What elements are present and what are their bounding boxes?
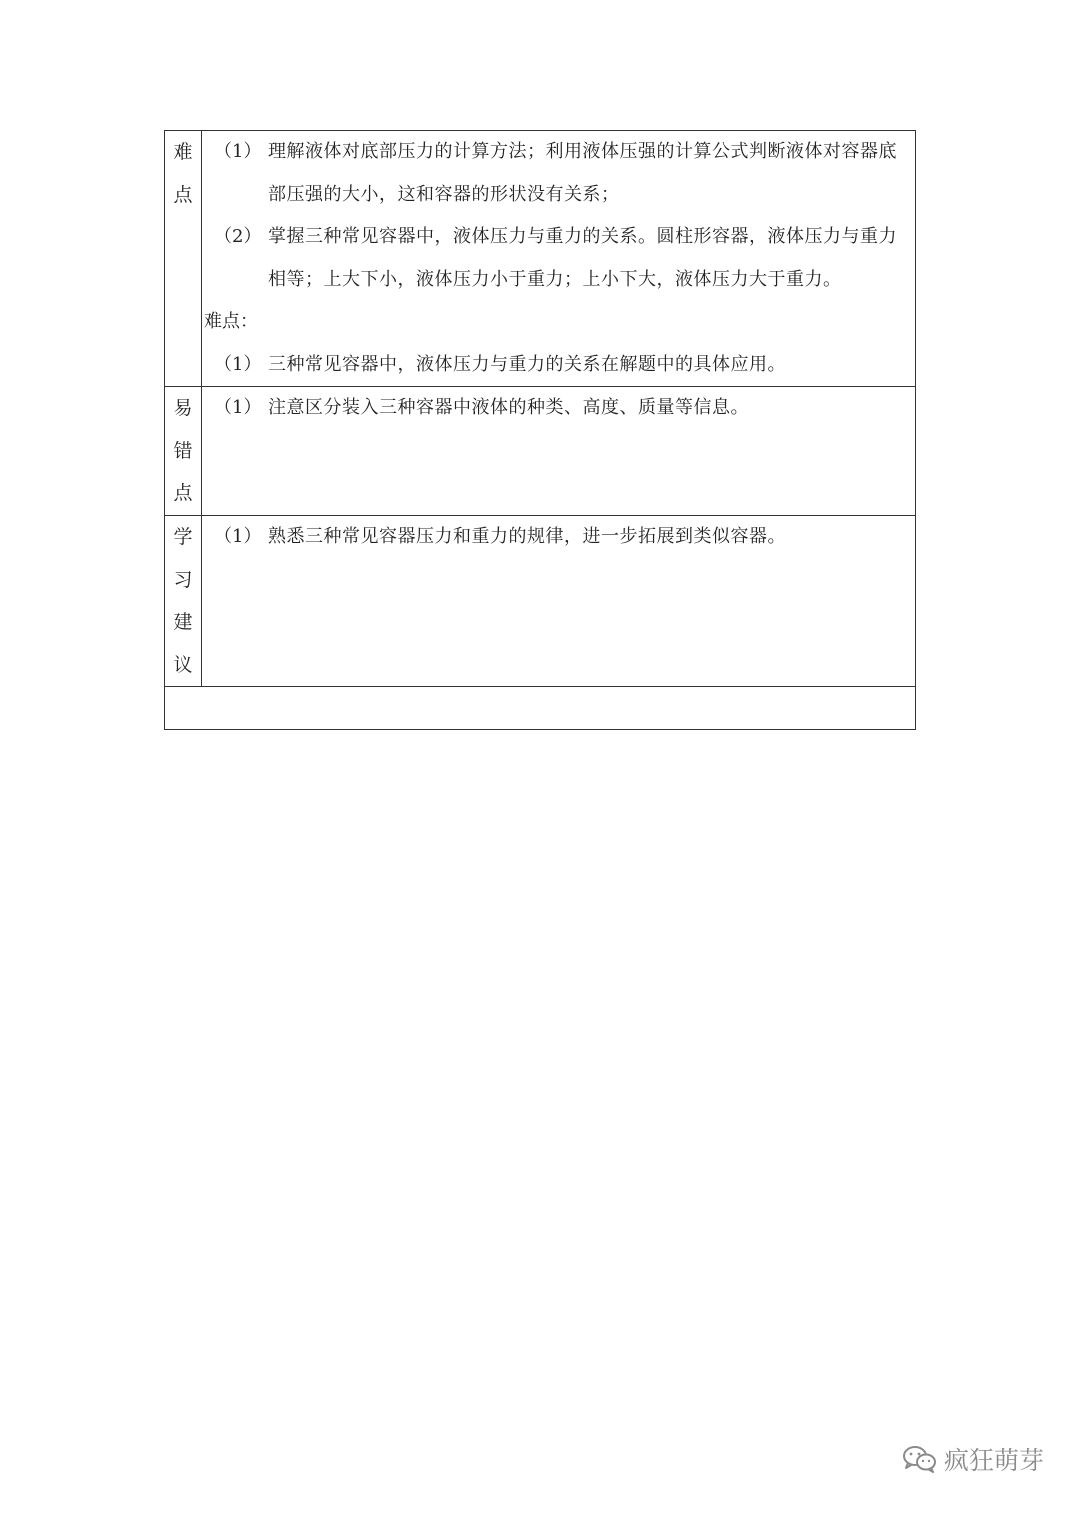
subheading: 难点： — [204, 311, 258, 332]
summary-table — [164, 130, 916, 730]
label-char: 难 — [173, 141, 193, 163]
wechat-icon — [902, 1445, 938, 1473]
list-item — [202, 387, 915, 430]
row-label-mistakes — [165, 387, 202, 516]
row-label-advice — [165, 516, 202, 687]
list-item — [202, 516, 915, 559]
table-row-difficulty — [165, 131, 916, 387]
label-char: 建 — [173, 611, 193, 633]
row-content-mistakes — [202, 387, 916, 516]
label-char: 点 — [173, 183, 193, 206]
item-text: 理解液体对底部压力的计算方法；利用液体压强的计算公式判断液体对容器底部压强的大小，这和容器的形状没有关系； — [268, 141, 897, 205]
list-item — [202, 216, 915, 301]
item-text: 注意区分装入三种容器中液体的种类、高度、质量等信息。 — [268, 397, 749, 418]
item-text: 熟悉三种常见容器压力和重力的规律，进一步拓展到类似容器。 — [268, 526, 786, 547]
watermark — [902, 1441, 1044, 1477]
label-char: 易 — [173, 397, 193, 419]
item-number: （1） — [214, 353, 262, 375]
empty-cell — [165, 687, 916, 730]
item-text: 掌握三种常见容器中，液体压力与重力的关系。圆柱形容器，液体压力与重力相等；上大下小，液体压力小于重力；上小下大，液体压力大于重力。 — [268, 226, 897, 290]
item-number: （2） — [214, 226, 262, 247]
label-char: 错 — [173, 439, 193, 462]
row-label-difficulty — [165, 131, 202, 387]
list-item — [202, 344, 915, 387]
label-char: 习 — [173, 568, 193, 591]
item-number: （1） — [214, 141, 262, 162]
label-char: 议 — [173, 653, 193, 676]
table-row-mistakes — [165, 387, 916, 516]
row-content-difficulty — [202, 131, 916, 387]
watermark-text: 疯狂萌芽 — [943, 1446, 1044, 1475]
item-number: （1） — [214, 397, 262, 418]
table-row-advice — [165, 516, 916, 687]
item-number: （1） — [214, 526, 262, 547]
item-text: 三种常见容器中，液体压力与重力的关系在解题中的具体应用。 — [268, 353, 786, 375]
list-item — [202, 131, 915, 216]
label-char: 学 — [173, 526, 193, 548]
row-content-advice — [202, 516, 916, 687]
table-row-empty — [165, 687, 916, 730]
label-char: 点 — [173, 482, 193, 504]
